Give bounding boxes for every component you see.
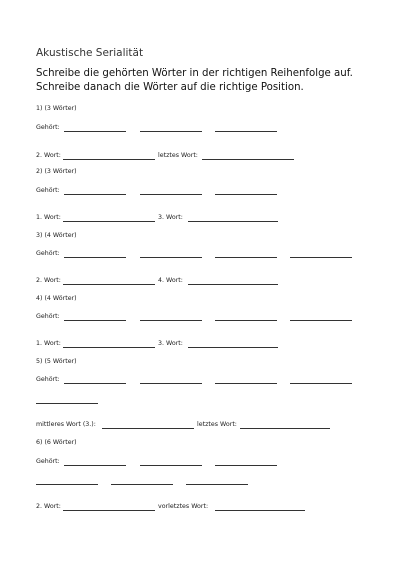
position-label: vorletztes Wort: bbox=[158, 503, 209, 510]
answer-blank[interactable] bbox=[64, 250, 126, 258]
task-2-answer-row bbox=[36, 214, 376, 224]
task-2-header: 2) (3 Wörter) bbox=[36, 168, 77, 175]
task-1-heard-row bbox=[36, 124, 376, 134]
answer-blank[interactable] bbox=[64, 313, 126, 321]
answer-blank[interactable] bbox=[63, 277, 155, 285]
task-5-heard-row-2 bbox=[36, 396, 376, 406]
answer-blank[interactable] bbox=[215, 250, 277, 258]
answer-blank[interactable] bbox=[188, 214, 278, 222]
answer-blank[interactable] bbox=[36, 477, 98, 485]
answer-blank[interactable] bbox=[63, 503, 155, 511]
position-label: letztes Wort: bbox=[158, 152, 198, 159]
position-label: 2. Wort: bbox=[36, 277, 61, 284]
heard-label: Gehört: bbox=[36, 187, 60, 194]
answer-blank[interactable] bbox=[63, 214, 155, 222]
task-1-header: 1) (3 Wörter) bbox=[36, 105, 77, 112]
answer-blank[interactable] bbox=[215, 124, 277, 132]
answer-blank[interactable] bbox=[64, 124, 126, 132]
task-4-header: 4) (4 Wörter) bbox=[36, 295, 77, 302]
position-label: 3. Wort: bbox=[158, 214, 183, 221]
answer-blank[interactable] bbox=[36, 396, 98, 404]
answer-blank[interactable] bbox=[111, 477, 173, 485]
heard-label: Gehört: bbox=[36, 124, 60, 131]
task-5-heard-row bbox=[36, 376, 376, 386]
heard-label: Gehört: bbox=[36, 458, 60, 465]
answer-blank[interactable] bbox=[63, 340, 155, 348]
answer-blank[interactable] bbox=[186, 477, 248, 485]
instruction-line-1: Schreibe die gehörten Wörter in der richtigen Reihenfolge auf. bbox=[36, 68, 353, 79]
answer-blank[interactable] bbox=[140, 187, 202, 195]
answer-blank[interactable] bbox=[215, 458, 277, 466]
task-6-answer-row bbox=[36, 503, 376, 513]
position-label: 1. Wort: bbox=[36, 214, 61, 221]
answer-blank[interactable] bbox=[140, 124, 202, 132]
answer-blank[interactable] bbox=[215, 376, 277, 384]
heard-label: Gehört: bbox=[36, 313, 60, 320]
answer-blank[interactable] bbox=[240, 421, 330, 429]
answer-blank[interactable] bbox=[140, 250, 202, 258]
position-label: 1. Wort: bbox=[36, 340, 61, 347]
answer-blank[interactable] bbox=[64, 187, 126, 195]
task-4-heard-row bbox=[36, 313, 376, 323]
answer-blank[interactable] bbox=[188, 277, 278, 285]
answer-blank[interactable] bbox=[215, 187, 277, 195]
answer-blank[interactable] bbox=[215, 313, 277, 321]
answer-blank[interactable] bbox=[215, 503, 305, 511]
task-5-answer-row bbox=[36, 421, 376, 431]
heard-label: Gehört: bbox=[36, 250, 60, 257]
answer-blank[interactable] bbox=[140, 376, 202, 384]
task-6-heard-row bbox=[36, 458, 376, 468]
answer-blank[interactable] bbox=[290, 250, 352, 258]
task-3-answer-row bbox=[36, 277, 376, 287]
position-label: 2. Wort: bbox=[36, 152, 61, 159]
answer-blank[interactable] bbox=[202, 152, 294, 160]
task-4-answer-row bbox=[36, 340, 376, 350]
task-6-heard-row-2 bbox=[36, 477, 376, 487]
position-label: 2. Wort: bbox=[36, 503, 61, 510]
task-3-header: 3) (4 Wörter) bbox=[36, 232, 77, 239]
answer-blank[interactable] bbox=[140, 458, 202, 466]
answer-blank[interactable] bbox=[290, 313, 352, 321]
answer-blank[interactable] bbox=[290, 376, 352, 384]
answer-blank[interactable] bbox=[140, 313, 202, 321]
task-5-header: 5) (5 Wörter) bbox=[36, 358, 77, 365]
task-1-answer-row bbox=[36, 152, 376, 162]
position-label: 4. Wort: bbox=[158, 277, 183, 284]
answer-blank[interactable] bbox=[64, 376, 126, 384]
position-label: letztes Wort: bbox=[197, 421, 237, 428]
answer-blank[interactable] bbox=[63, 152, 155, 160]
heard-label: Gehört: bbox=[36, 376, 60, 383]
task-6-header: 6) (6 Wörter) bbox=[36, 439, 77, 446]
worksheet-title: Akustische Serialität bbox=[36, 47, 144, 59]
position-label: mittleres Wort (3.): bbox=[36, 421, 96, 428]
position-label: 3. Wort: bbox=[158, 340, 183, 347]
answer-blank[interactable] bbox=[188, 340, 278, 348]
answer-blank[interactable] bbox=[64, 458, 126, 466]
answer-blank[interactable] bbox=[102, 421, 194, 429]
task-2-heard-row bbox=[36, 187, 376, 197]
task-3-heard-row bbox=[36, 250, 376, 260]
instruction-line-2: Schreibe danach die Wörter auf die richtige Position. bbox=[36, 82, 304, 93]
